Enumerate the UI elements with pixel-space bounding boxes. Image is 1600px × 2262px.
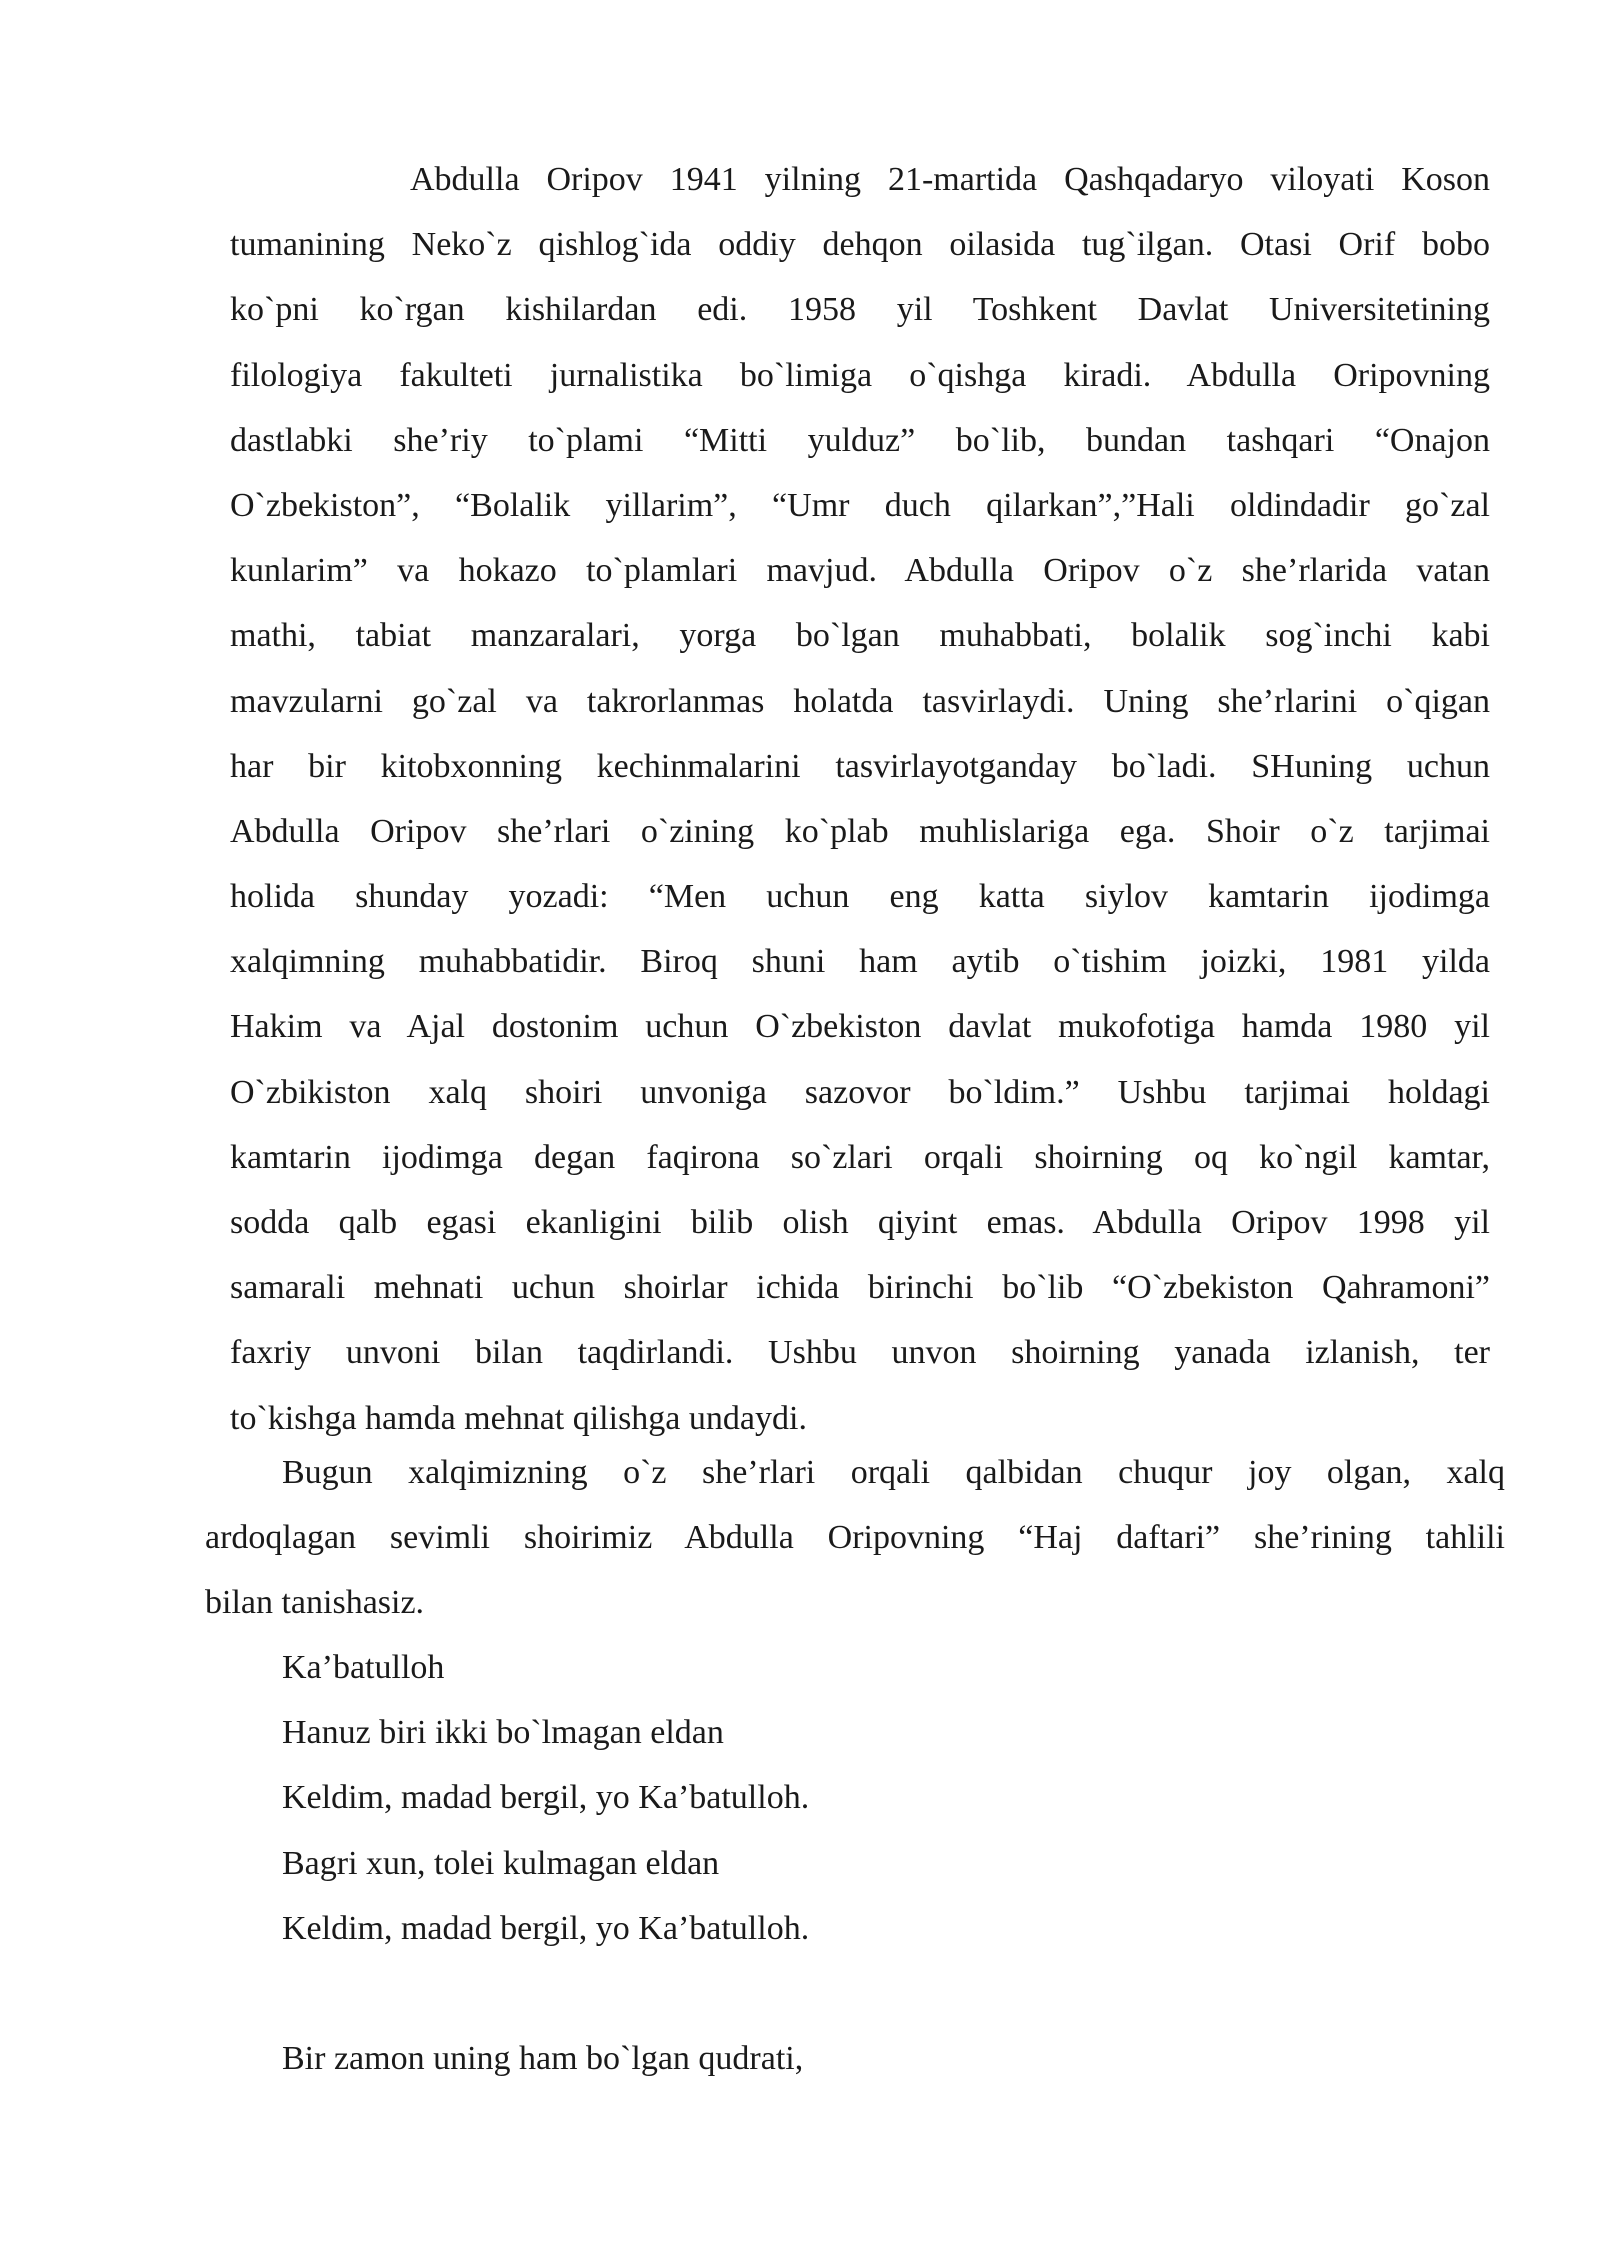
text-line: Abdulla Oripov she’rlari o`zining ko`plab muhlislariga ega. Shoir o`z tarjimai xyxy=(230,812,1490,850)
poem-title: Ka’batulloh xyxy=(282,1649,445,1686)
biography-paragraph xyxy=(230,147,1490,1451)
text-line: filologiya fakulteti jurnalistika bo`limiga o`qishga kiradi. Abdulla Oripovning xyxy=(230,356,1490,394)
text-line: xalqimning muhabbatidir. Biroq shuni ham aytib o`tishim joizki, 1981 yilda xyxy=(230,943,1490,981)
poem xyxy=(282,1635,809,2091)
text-line: Abdulla Oripov 1941 yilning 21-martida Qashqadaryo viloyati Koson xyxy=(410,161,1490,198)
text-line: bilan tanishasiz. xyxy=(205,1584,425,1622)
stanza-gap xyxy=(282,1961,809,2026)
poem-line: Hanuz biri ikki bo`lmagan eldan xyxy=(282,1714,724,1752)
poem-line: Bagri xun, tolei kulmagan eldan xyxy=(282,1844,720,1882)
poem-line: Keldim, madad bergil, yo Ka’batulloh. xyxy=(282,1909,810,1947)
text-line: ko`pni ko`rgan kishilardan edi. 1958 yil Toshkent Davlat Universitetining xyxy=(230,291,1490,329)
text-line: kunlarim” va hokazo to`plamlari mavjud. Abdulla Oripov o`z she’rlarida vatan xyxy=(230,552,1490,590)
text-line: ardoqlagan sevimli shoirimiz Abdulla Oripovning “Haj daftari” she’rining tahlili xyxy=(205,1519,1505,1557)
poem-line: Keldim, madad bergil, yo Ka’batulloh. xyxy=(282,1779,810,1817)
poem-line: Bir zamon uning ham bo`lgan qudrati, xyxy=(282,2040,804,2078)
intro-paragraph xyxy=(205,1440,1505,1636)
text-line: mavzularni go`zal va takrorlanmas holatda tasvirlaydi. Uning she’rlarini o`qigan xyxy=(230,682,1490,720)
text-line: O`zbekiston”, “Bolalik yillarim”, “Umr duch qilarkan”,”Hali oldindadir go`zal xyxy=(230,486,1490,524)
text-line: kamtarin ijodimga degan faqirona so`zlari orqali shoirning oq ko`ngil kamtar, xyxy=(230,1138,1490,1176)
text-line: mathi, tabiat manzaralari, yorga bo`lgan muhabbati, bolalik sog`inchi kabi xyxy=(230,617,1490,655)
text-line: dastlabki she’riy to`plami “Mitti yulduz” bo`lib, bundan tashqari “Onajon xyxy=(230,421,1490,459)
text-line: Hakim va Ajal dostonim uchun O`zbekiston davlat mukofotiga hamda 1980 yil xyxy=(230,1008,1490,1046)
text-line: samarali mehnati uchun shoirlar ichida birinchi bo`lib “O`zbekiston Qahramoni” xyxy=(230,1269,1490,1307)
text-line: Bugun xalqimizning o`z she’rlari orqali qalbidan chuqur joy olgan, xalq xyxy=(282,1454,1505,1491)
text-line: faxriy unvoni bilan taqdirlandi. Ushbu unvon shoirning yanada izlanish, ter xyxy=(230,1334,1490,1372)
text-line: har bir kitobxonning kechinmalarini tasvirlayotganday bo`ladi. SHuning uchun xyxy=(230,747,1490,785)
text-line: O`zbikiston xalq shoiri unvoniga sazovor bo`ldim.” Ushbu tarjimai holdagi xyxy=(230,1073,1490,1111)
text-line: holida shunday yozadi: “Men uchun eng katta siylov kamtarin ijodimga xyxy=(230,878,1490,916)
text-line: tumanining Neko`z qishlog`ida oddiy dehqon oilasida tug`ilgan. Otasi Orif bobo xyxy=(230,226,1490,264)
text-line: sodda qalb egasi ekanligini bilib olish qiyint emas. Abdulla Oripov 1998 yil xyxy=(230,1204,1490,1241)
text-line: to`kishga hamda mehnat qilishga undaydi. xyxy=(230,1399,807,1437)
